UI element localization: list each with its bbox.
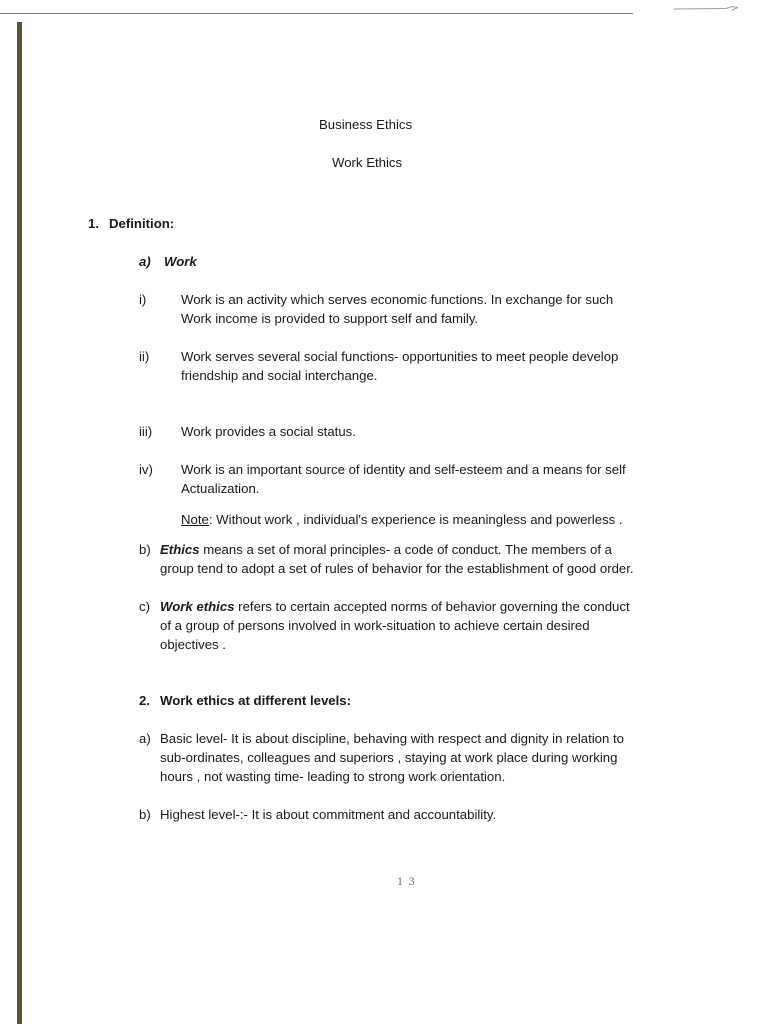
level-a-line2: sub-ordinates, colleagues and superiors , staying at work place during working bbox=[160, 750, 618, 765]
subitem-ii-marker: ii) bbox=[139, 349, 150, 364]
subitem-i-line1: Work is an activity which serves economic functions. In exchange for such bbox=[181, 292, 614, 307]
level-b-line1: Highest level-:- It is about commitment and accountability. bbox=[160, 807, 497, 822]
subitem-i-line2: Work income is provided to support self and family. bbox=[181, 311, 479, 326]
level-b-marker: b) bbox=[139, 807, 151, 822]
item-b-line2: group tend to adopt a set of rules of behavior for the establishment of good order. bbox=[160, 561, 634, 576]
section2-heading: Work ethics at different levels: bbox=[160, 693, 352, 708]
item-a-label: Work bbox=[164, 254, 197, 269]
section2-number: 2. bbox=[139, 693, 150, 708]
subitem-ii-line1: Work serves several social functions- opportunities to meet people develop bbox=[181, 349, 619, 364]
level-a-line3: hours , not wasting time- leading to strong work orientation. bbox=[160, 769, 506, 784]
left-margin-bar bbox=[17, 22, 22, 1024]
item-c-line1 bbox=[160, 597, 630, 616]
top-rule bbox=[0, 13, 633, 14]
ethics-term: Ethics bbox=[160, 542, 200, 557]
document-subtitle: Work Ethics bbox=[332, 155, 403, 170]
subitem-iv-marker: iv) bbox=[139, 462, 153, 477]
item-c-line3: objectives . bbox=[160, 637, 226, 652]
item-b-marker: b) bbox=[139, 542, 151, 557]
corner-ink-mark bbox=[674, 6, 738, 12]
subitem-i-marker: i) bbox=[139, 292, 147, 307]
item-c-marker: c) bbox=[139, 599, 150, 614]
work-ethics-term: Work ethics bbox=[160, 599, 235, 614]
work-ethics-definition: refers to certain accepted norms of behavior governing the conduct bbox=[234, 599, 630, 614]
subitem-iii-line1: Work provides a social status. bbox=[181, 424, 356, 439]
note-line bbox=[181, 510, 623, 529]
item-c-line2: of a group of persons involved in work-situation to achieve certain desired bbox=[160, 618, 590, 633]
subitem-iv-line1: Work is an important source of identity and self-esteem and a means for self bbox=[181, 462, 626, 477]
item-b-line1 bbox=[160, 540, 612, 559]
level-a-marker: a) bbox=[139, 731, 151, 746]
page-number: 1 3 bbox=[397, 877, 416, 888]
item-a-marker: a) bbox=[139, 254, 151, 269]
section1-number: 1. bbox=[88, 216, 99, 231]
note-text: : Without work , individual's experience is meaningless and powerless . bbox=[208, 512, 623, 527]
document-title: Business Ethics bbox=[319, 117, 413, 132]
subitem-iv-line2: Actualization. bbox=[181, 481, 260, 496]
subitem-iii-marker: iii) bbox=[139, 424, 153, 439]
section1-heading: Definition: bbox=[109, 216, 175, 231]
subitem-ii-line2: friendship and social interchange. bbox=[181, 368, 378, 383]
level-a-line1: Basic level- It is about discipline, behaving with respect and dignity in relation to bbox=[160, 731, 625, 746]
note-label: Note bbox=[181, 512, 209, 527]
ethics-definition: means a set of moral principles- a code of conduct. The members of a bbox=[199, 542, 613, 557]
